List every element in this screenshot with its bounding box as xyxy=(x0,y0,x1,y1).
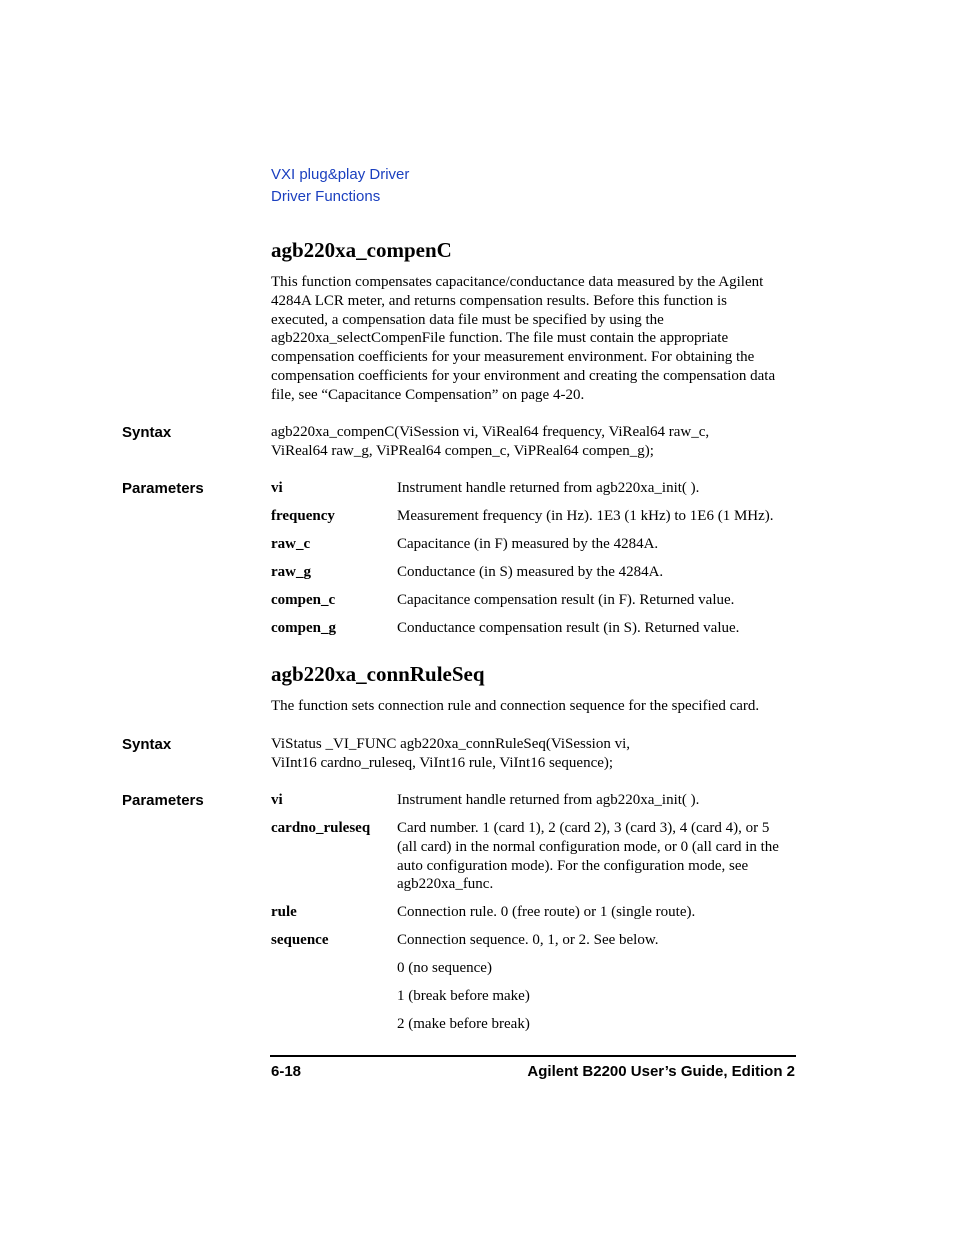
section-title-compenc: agb220xa_compenC xyxy=(271,238,452,262)
description-line: 4284A LCR meter, and returns compensation results. Before this function is xyxy=(271,292,727,309)
sequence-value xyxy=(397,959,797,978)
description-line: compensation coefficients for your measurement environment. For obtaining the xyxy=(271,349,755,366)
param-desc-line: Instrument handle returned from agb220xa_init( ). xyxy=(397,480,700,496)
param-desc-line: Capacitance compensation result (in F). Returned value. xyxy=(397,592,735,608)
param-name: raw_c xyxy=(271,536,311,552)
param-name: vi xyxy=(271,792,283,808)
syntax-block xyxy=(271,735,801,773)
syntax-block xyxy=(271,423,801,461)
sequence-value-line: 0 (no sequence) xyxy=(397,960,492,976)
param-desc-line: Measurement frequency (in Hz). 1E3 (1 kHz) to 1E6 (1 MHz). xyxy=(397,508,774,524)
guide-title: Agilent B2200 User’s Guide, Edition 2 xyxy=(527,1063,795,1080)
param-desc xyxy=(397,507,797,526)
breadcrumb-driver[interactable]: VXI plug&play Driver xyxy=(271,166,410,183)
param-desc xyxy=(397,903,797,922)
param-desc xyxy=(397,563,797,582)
param-name: compen_g xyxy=(271,620,336,636)
section-title-connruleseq: agb220xa_connRuleSeq xyxy=(271,662,485,686)
param-desc xyxy=(397,591,797,610)
syntax-label: Syntax xyxy=(122,424,172,441)
param-name: frequency xyxy=(271,508,335,524)
breadcrumb-functions[interactable]: Driver Functions xyxy=(271,188,381,205)
param-name: compen_c xyxy=(271,592,336,608)
section2-description xyxy=(271,697,801,716)
param-desc-line: Instrument handle returned from agb220xa_init( ). xyxy=(397,792,700,808)
param-desc xyxy=(397,819,797,894)
sequence-value-line: 1 (break before make) xyxy=(397,988,530,1004)
description-line: agb220xa_selectCompenFile function. The file must contain the appropriate xyxy=(271,330,729,347)
param-desc-line: (all card) in the normal configuration mode, or 0 (all card in the xyxy=(397,838,779,855)
param-name: raw_g xyxy=(271,564,311,580)
sequence-value-line: 2 (make before break) xyxy=(397,1016,530,1032)
param-name: rule xyxy=(271,904,297,920)
footer-divider xyxy=(270,1055,796,1057)
param-desc-line: Conductance compensation result (in S). Returned value. xyxy=(397,620,740,636)
syntax-label: Syntax xyxy=(122,736,172,753)
description-line: executed, a compensation data file must be specified by using the xyxy=(271,311,664,328)
description-line: file, see “Capacitance Compensation” on page 4-20. xyxy=(271,386,585,403)
param-name: cardno_ruleseq xyxy=(271,820,371,836)
param-desc xyxy=(397,535,797,554)
param-desc-line: Connection sequence. 0, 1, or 2. See below. xyxy=(397,932,659,948)
param-name: vi xyxy=(271,480,283,496)
description-line: The function sets connection rule and connection sequence for the specified card. xyxy=(271,698,760,714)
param-desc xyxy=(397,479,797,498)
param-name: sequence xyxy=(271,932,329,948)
description-line: This function compensates capacitance/conductance data measured by the Agilent xyxy=(271,274,764,290)
syntax-line: agb220xa_compenC(ViSession vi, ViReal64 frequency, ViReal64 raw_c, xyxy=(271,424,710,440)
param-desc-line: auto configuration mode). For the configuration mode, see xyxy=(397,857,749,874)
param-desc-line: Conductance (in S) measured by the 4284A. xyxy=(397,564,664,580)
param-desc-line: Connection rule. 0 (free route) or 1 (single route). xyxy=(397,904,696,920)
sequence-value xyxy=(397,1015,797,1034)
param-desc xyxy=(397,791,797,810)
section1-description xyxy=(271,273,801,405)
parameters-label: Parameters xyxy=(122,792,204,809)
description-line: compensation coefficients for your environment and creating the compensation data xyxy=(271,367,776,384)
sequence-value xyxy=(397,987,797,1006)
param-desc xyxy=(397,931,797,950)
parameters-label: Parameters xyxy=(122,480,204,497)
param-desc-line: Card number. 1 (card 1), 2 (card 2), 3 (card 3), 4 (card 4), or 5 xyxy=(397,820,770,836)
param-desc-line: agb220xa_func. xyxy=(397,876,494,893)
syntax-line: ViInt16 cardno_ruleseq, ViInt16 rule, ViInt16 sequence); xyxy=(271,754,614,771)
page-number: 6-18 xyxy=(271,1063,302,1080)
syntax-line: ViStatus _VI_FUNC agb220xa_connRuleSeq(ViSession vi, xyxy=(271,736,631,752)
param-desc-line: Capacitance (in F) measured by the 4284A. xyxy=(397,536,659,552)
param-desc xyxy=(397,619,797,638)
syntax-line: ViReal64 raw_g, ViPReal64 compen_c, ViPReal64 compen_g); xyxy=(271,442,654,459)
